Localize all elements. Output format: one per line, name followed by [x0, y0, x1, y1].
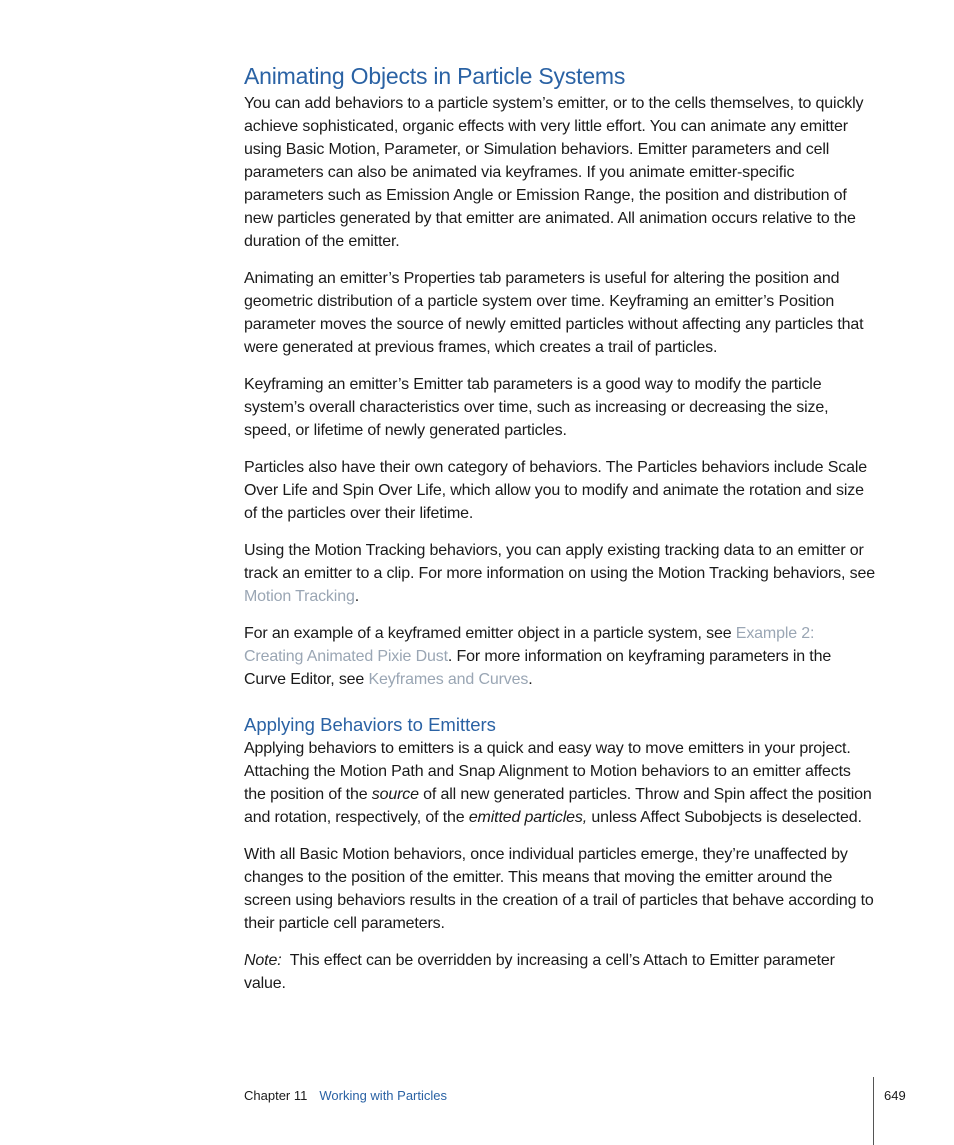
paragraph-text: of all new generated particles. Throw and Spin affect the position and rotation, respectively, of the: [244, 786, 872, 826]
paragraph: With all Basic Motion behaviors, once individual particles emerge, they’re unaffected by changes to the position of the emitter. This means that moving the emitter around the screen using behaviors results in the creation of a trail of particles that behave according to their particle cell parameters.: [244, 846, 874, 932]
link-keyframes-and-curves[interactable]: Keyframes and Curves: [368, 671, 529, 688]
section-heading-applying-behaviors: Applying Behaviors to Emitters: [244, 714, 496, 735]
punctuation: .: [528, 671, 533, 688]
paragraph-text: Applying behaviors to emitters is a quick and easy way to move emitters in your project. Attaching the Motion Path and Snap Alignment to Motion behaviors to an emitter affects the position of the: [244, 740, 851, 803]
paragraph: Animating an emitter’s Properties tab parameters is useful for altering the position and geometric distribution of a particle system over time. Keyframing an emitter’s Position parameter moves the source of newly emitted particles without affecting any particles that were generated at previous frames, which creates a trail of particles.: [244, 270, 864, 356]
link-motion-tracking[interactable]: Motion Tracking: [244, 588, 355, 605]
note-text: This effect can be overridden by increasing a cell’s Attach to Emitter parameter value.: [244, 952, 840, 992]
footer-chapter-title-link[interactable]: Working with Particles: [319, 1088, 447, 1103]
paragraph-example-ref: [244, 622, 876, 691]
section-heading-animating-objects: Animating Objects in Particle Systems: [244, 63, 626, 89]
page-footer: [244, 1087, 447, 1105]
paragraph-motion-tracking-ref: [244, 539, 876, 608]
footer-divider: [873, 1077, 874, 1145]
link-example-pixie-dust[interactable]: Example 2: Creating Animated Pixie Dust: [244, 625, 815, 665]
footer-chapter: Chapter 11: [244, 1088, 308, 1103]
paragraph: You can add behaviors to a particle system’s emitter, or to the cells themselves, to quickly achieve sophisticated, organic effects with very little effort. You can animate any emitter using Basic Motion, Parameter, or Simulation behaviors. Emitter parameters and cell parameters can also be animated via keyframes. If you animate emitter-specific parameters such as Emission Angle or Emission Range, the position and distribution of new particles generated by that emitter are animated. All animation occurs relative to the duration of the emitter.: [244, 95, 864, 250]
page-number: 649: [884, 1088, 906, 1103]
paragraph-text: . For more information on keyframing parameters in the Curve Editor, see: [244, 648, 832, 688]
paragraph-text: Using the Motion Tracking behaviors, you can apply existing tracking data to an emitter or track an emitter to a clip. For more information on using the Motion Tracking behaviors, see: [244, 542, 875, 582]
emphasis-source: source: [371, 786, 419, 803]
paragraph-text: For an example of a keyframed emitter object in a particle system, see: [244, 625, 736, 642]
emphasis-emitted-particles: emitted particles,: [468, 809, 588, 826]
paragraph: Particles also have their own category of behaviors. The Particles behaviors include Scale Over Life and Spin Over Life, which allow you to modify and animate the rotation and size of the particles over their lifetime.: [244, 459, 867, 522]
paragraph: [244, 737, 876, 829]
note-label: Note:: [244, 952, 282, 969]
paragraph: Keyframing an emitter’s Emitter tab parameters is a good way to modify the particle system’s overall characteristics over time, such as increasing or decreasing the size, speed, or lifetime of newly generated particles.: [244, 376, 829, 439]
paragraph-text: unless Affect Subobjects is deselected.: [587, 809, 862, 826]
note: [244, 949, 876, 995]
page-content: [244, 60, 876, 1009]
punctuation: .: [354, 588, 359, 605]
